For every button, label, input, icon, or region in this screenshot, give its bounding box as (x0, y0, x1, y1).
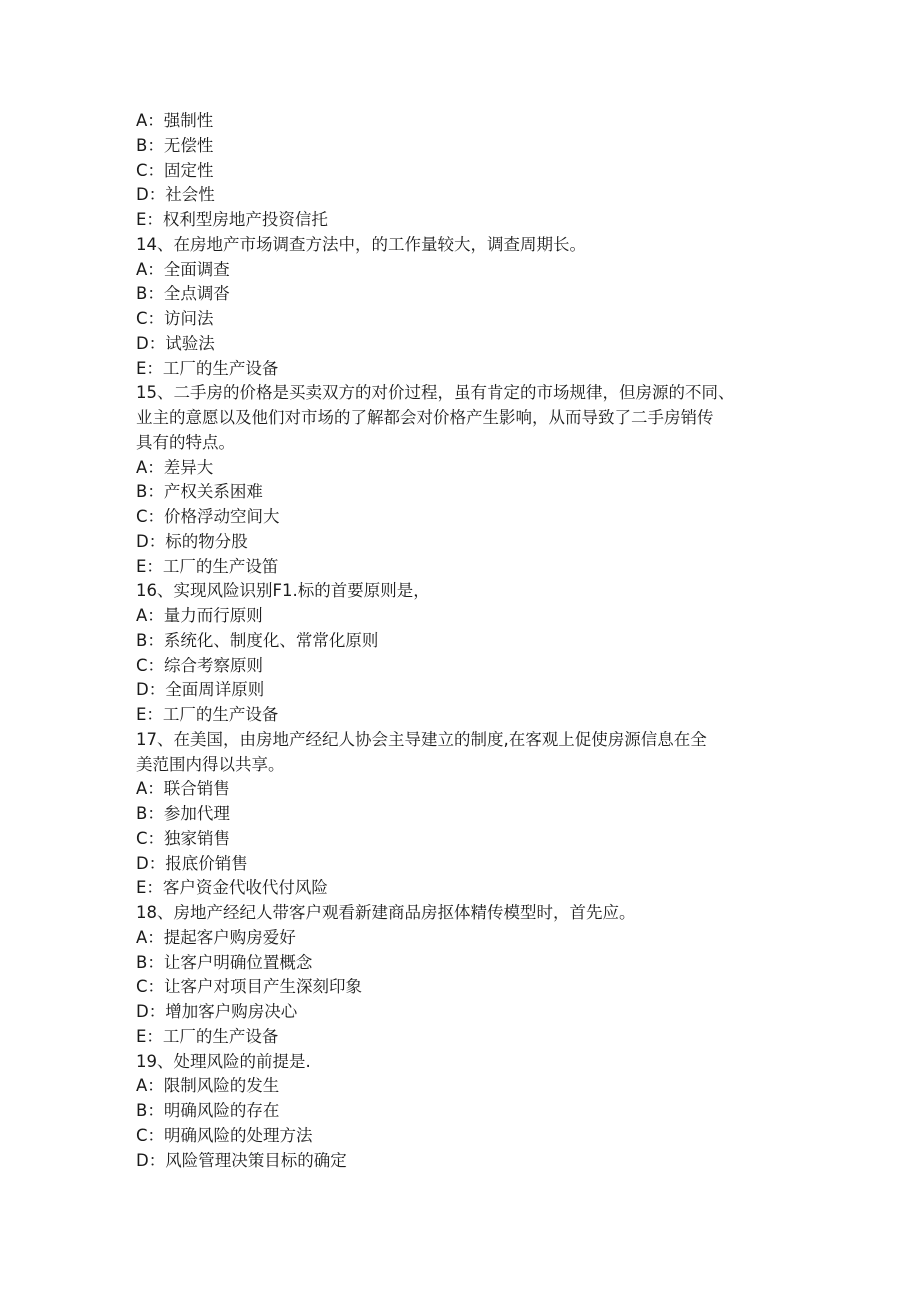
option-line: E：工厂的生产设笛 (136, 556, 279, 576)
option-line: D：全面周详原则 (136, 680, 265, 700)
option-line: C：综合考察原则 (136, 655, 264, 675)
option-line: A：限制风险的发生 (136, 1076, 280, 1096)
option-line: B：全点调沓 (136, 284, 230, 304)
option-line: A：提起客户购房爱好 (136, 927, 296, 947)
option-line: D：社会性 (136, 185, 215, 205)
option-line: C：独家销售 (136, 828, 231, 848)
question-line: 19、处理风险的前提是. (136, 1051, 311, 1071)
option-line: B：让客户明确位置概念 (136, 952, 313, 972)
question-line: 美范围内得以共享。 (136, 754, 285, 774)
question-line: 业主的意愿以及他们对市场的了解都会对价格产生影响，从而导致了二手房销传 (136, 408, 714, 427)
question-line: 16、实现风险识别F1.标的首要原则是， (136, 581, 430, 601)
option-line: A：强制性 (136, 111, 214, 130)
question-line: 具有的特点。 (136, 432, 235, 452)
option-line: E：工厂的生产设备 (136, 1026, 279, 1046)
option-line: B：无偿性 (136, 135, 214, 155)
option-line: E：工厂的生产设备 (136, 705, 279, 724)
option-line: D：标的物分股 (136, 531, 248, 551)
question-line: 15、二手房的价格是买卖双方的对价过程，虽有肯定的市场规律，但房源的不同、 (136, 383, 735, 403)
option-line: B：系统化、制度化、常常化原则 (136, 630, 379, 650)
option-line: E：工厂的生产设备 (136, 358, 279, 378)
option-line: C：固定性 (136, 160, 214, 180)
option-line: E：客户资金代收代付风险 (136, 878, 328, 898)
option-line: A：量力而行原则 (136, 606, 263, 625)
option-line: D：风险管理决策目标的确定 (136, 1150, 347, 1170)
question-line: 17、在美国，由房地产经纪人协会主导建立的制度,在客观上促使房源信息在全 (136, 729, 707, 749)
question-line: 14、在房地产市场调查方法中，的工作量较大，调查周期长。 (136, 234, 586, 254)
option-line: B：参加代理 (136, 804, 230, 823)
document-page (136, 109, 816, 1173)
option-line: D：报底价销售 (136, 853, 248, 873)
option-line: D：增加客户购房决心 (136, 1002, 298, 1021)
option-line: A：全面调查 (136, 259, 230, 279)
option-line: D：试验法 (136, 333, 215, 353)
option-line: E：权利型房地产投资信托 (136, 210, 328, 229)
option-line: A：差异大 (136, 457, 214, 477)
option-line: C：访问法 (136, 309, 214, 328)
question-line: 18、房地产经纪人带客户观看新建商品房抠体精传模型时，首先应。 (136, 903, 636, 922)
option-line: B：产权关系困难 (136, 482, 263, 502)
option-line: C：明确风险的处理方法 (136, 1125, 313, 1145)
option-line: B：明确风险的存在 (136, 1101, 280, 1120)
option-line: C：让客户对项目产生深刻印象 (136, 977, 363, 997)
option-line: A：联合销售 (136, 779, 230, 799)
option-line: C：价格浮动空间大 (136, 507, 280, 526)
